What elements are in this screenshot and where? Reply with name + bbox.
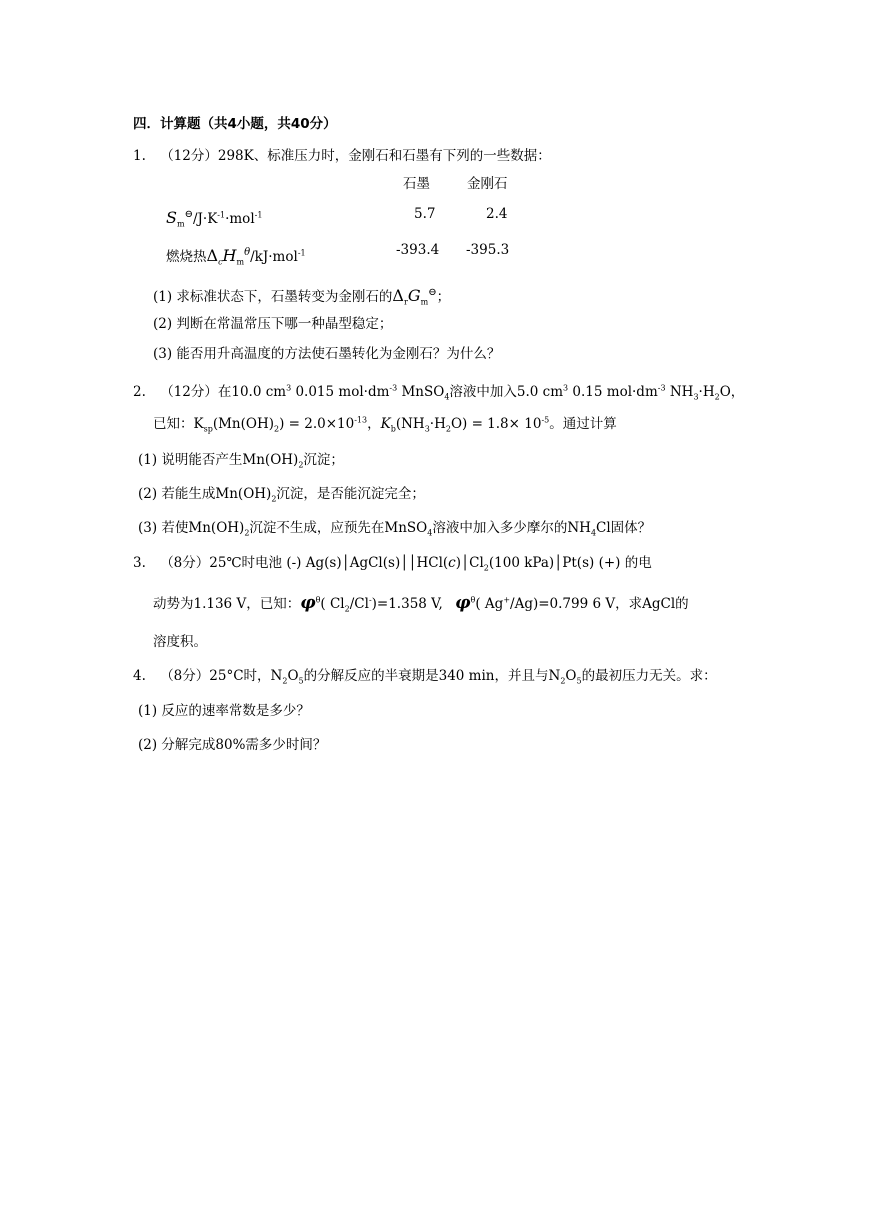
question-2-sub-3: (3) 若使$Mn(OH)_2$沉淀不生成，应预先在MnSO$_4$溶液中加入多少摩尔的$NH_4Cl$固体？ — [138, 520, 652, 538]
table-header-graphite: 石墨 — [403, 176, 430, 192]
question-2-sub-1: (1) 说明能否产生$Mn(OH)_2$沉淀； — [138, 452, 344, 470]
section-title: 四．计算题（共4小题，共40分） — [133, 116, 337, 132]
question-number: 4. — [133, 668, 146, 684]
question-4-sub-2: (2) 分解完成80%需多少时间？ — [138, 737, 327, 753]
table-cell-entropy-diamond: 2.4 — [486, 206, 508, 222]
question-4-sub-1: (1) 反应的速率常数是多少？ — [138, 703, 310, 719]
question-3-line-3: 溶度积。 — [153, 634, 207, 650]
question-4: 4. （8分）25°C时，$N_2O_5$的分解反应的半衰期是340 min，并且与$N_2O_5$的最初压力无关。求： — [133, 668, 717, 686]
table-header-diamond: 金刚石 — [467, 176, 508, 192]
question-1-sub-3: (3) 能否用升高温度的方法使石墨转化为金刚石？为什么？ — [153, 346, 501, 362]
question-2-given: 已知：$K_{sp}(Mn(OH)_2) = 2.0\times 10^{-13}$，$K_b(NH_3\cdot H_2O) = 1.8\times 10^{-5}$。通过计算 — [153, 415, 617, 434]
question-1-sub-1: (1) 求标准状态下，石墨转变为金刚石的$\Delta_rG_m^⊖$； — [153, 286, 451, 307]
question-1 — [133, 146, 551, 166]
question-number: 1. — [133, 148, 146, 164]
question-text: （12分）298K、标准压力时，金刚石和石墨有下列的一些数据： — [160, 148, 551, 164]
question-number: 2. — [133, 384, 146, 400]
question-2-sub-2: (2) 若能生成$Mn(OH)_2$沉淀，是否能沉淀完全； — [138, 486, 425, 504]
table-cell-enthalpy-graphite: -393.4 — [396, 242, 440, 258]
table-cell-entropy-graphite: 5.7 — [414, 206, 436, 222]
question-number: 3. — [133, 555, 146, 571]
table-row-enthalpy-label: 燃烧热$\Delta_cH_m^\theta/kJ\cdot mol^{-1}$ — [166, 246, 306, 267]
question-1-sub-2: (2) 判断在常温常压下哪一种晶型稳定； — [153, 316, 393, 332]
table-row-entropy-label: $S_m^⊖/J\cdot K^{-1}\cdot mol^{-1}$ — [166, 208, 263, 229]
table-cell-enthalpy-diamond: -395.3 — [466, 242, 510, 258]
question-3-line-2: 动势为1.136 V，已知：$\varphi^\theta$( $Cl_2/Cl^-)=1.358$ V, $\varphi^\theta$( Ag+/Ag)=0.799 6 V，求AgCl的 — [153, 593, 689, 614]
question-2: 2. （12分）在10.0 $cm^3$ 0.015 $mol\cdot dm^{-3}$ MnSO$_4$溶液中加入5.0 $cm^3$ 0.15 $mol\cdot dm^{-3}$ $NH_3\cdot H_2O$， — [133, 383, 745, 402]
question-3: 3. （8分）25℃时电池 (-) $Ag(s)│AgCl(s)││HCl(c)│Cl_2(100$ kPa)│Pt(s) (+) 的电 — [133, 555, 652, 573]
